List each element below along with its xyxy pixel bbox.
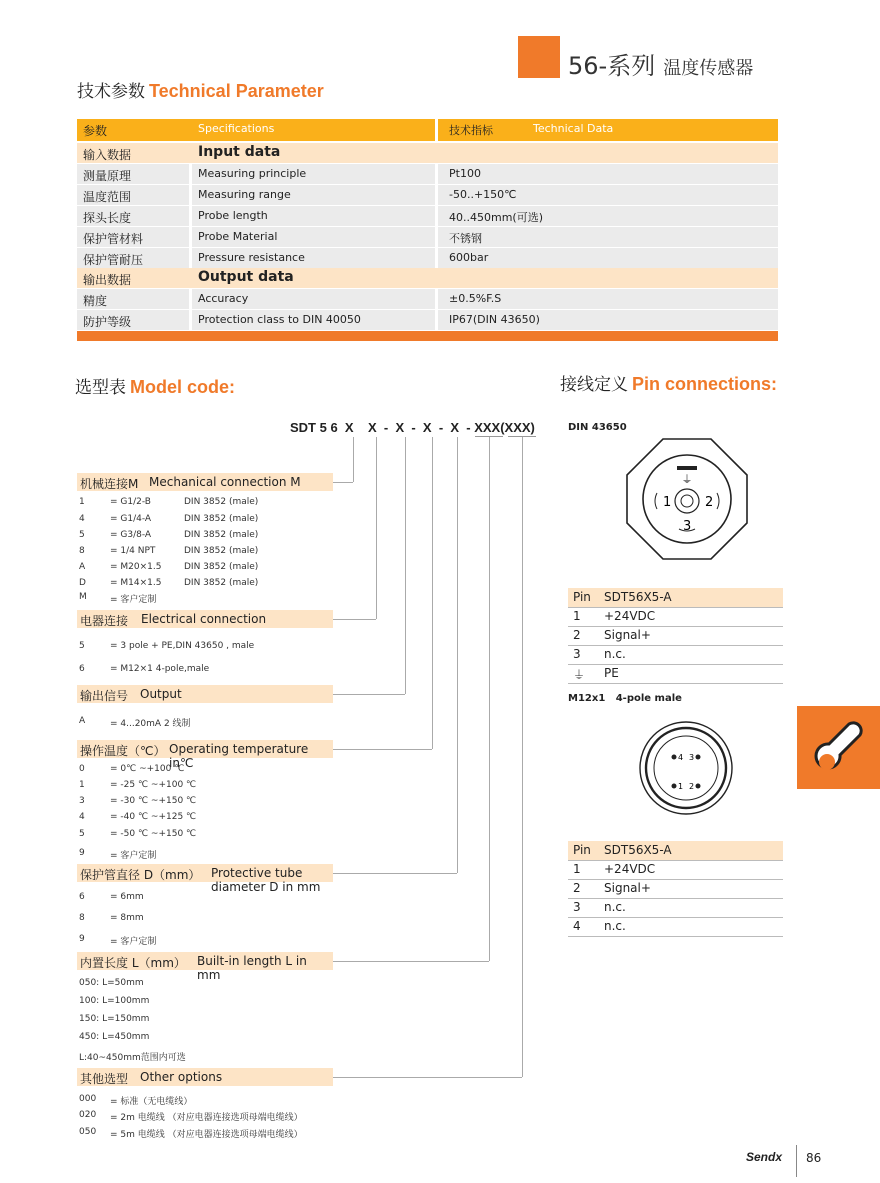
option-code: 1 [79, 497, 85, 507]
m12-pin-4-label: 4 [678, 753, 684, 762]
pin-table-row [568, 898, 783, 918]
option-value: = 2m 电缆线 （对应电器连接选项母端电缆线） [110, 1113, 303, 1123]
table-row [77, 227, 778, 247]
param-en: Probe length [198, 209, 268, 222]
pin-table-row [568, 917, 783, 937]
pin-section-title [560, 370, 777, 395]
series-color-block [518, 36, 560, 78]
option-value: = 8mm [110, 913, 144, 923]
option-standard: DIN 3852 (male) [184, 562, 259, 572]
pin-number: 3 [573, 647, 581, 661]
output-data-cn: 输出数据 [83, 273, 132, 287]
option-standard: DIN 3852 (male) [184, 530, 259, 540]
row-bg [77, 164, 778, 184]
header-specifications: Specifications [198, 122, 275, 135]
row-bg [77, 289, 778, 309]
param-value: Pt100 [449, 167, 481, 180]
row-bg [77, 248, 778, 268]
option-value: = M14×1.5 [110, 578, 162, 588]
option-group-header [77, 952, 333, 982]
option-code: 020 [79, 1110, 97, 1120]
tech-section-title [77, 77, 324, 102]
pin-number: 3 [573, 900, 581, 914]
option-value: = M20×1.5 [110, 562, 162, 572]
cell-separator [189, 289, 192, 309]
table-row [77, 164, 778, 184]
cell-separator [435, 185, 438, 205]
footer-divider [796, 1145, 797, 1177]
option-value: = 3 pole + PE,DIN 43650 , male [110, 641, 255, 651]
connector-line-horizontal [333, 694, 405, 695]
param-cn: 测量原理 [83, 169, 132, 183]
input-data-en: Input data [198, 144, 281, 160]
option-code: 150: L=150mm [79, 1014, 150, 1024]
group-title-en: Protective tube diameter D in mm [211, 866, 321, 894]
option-code: L:40~450mm范围内可选 [79, 1053, 186, 1063]
pin-signal: n.c. [604, 919, 626, 933]
param-cn: 保护管耐压 [83, 253, 144, 267]
group-title-cn: 电器连接 [80, 614, 129, 628]
pin-number: 1 [573, 609, 581, 623]
m12-pin-1-label: 1 [678, 782, 684, 791]
connector-line-vertical [432, 437, 433, 749]
din-pin-1-label: 1 [663, 495, 672, 510]
pin-signal: n.c. [604, 900, 626, 914]
table-row [77, 206, 778, 226]
code-underline [475, 436, 503, 437]
pin-signal: +24VDC [604, 609, 656, 623]
pin-title-cn: 接线定义 [560, 375, 628, 395]
option-group-header [77, 473, 333, 491]
pin-table-row [568, 645, 783, 665]
cell-separator [435, 206, 438, 226]
option-code: 4 [79, 514, 85, 524]
cell-separator [189, 310, 192, 330]
option-value: = -40 ℃ ~+125 ℃ [110, 812, 197, 822]
thermometer-icon [797, 706, 880, 789]
group-title-en: Output [140, 687, 182, 701]
header-tech-index: 技术指标 [449, 124, 493, 137]
group-title-cn: 机械连接M [80, 477, 139, 491]
option-code: A [79, 562, 86, 572]
option-code: 9 [79, 934, 85, 944]
option-code: 6 [79, 664, 85, 674]
table-row [77, 185, 778, 205]
option-standard: DIN 3852 (male) [184, 578, 259, 588]
group-title-cn: 输出信号 [80, 689, 129, 703]
m12-label: M12x1 4-pole male [568, 693, 682, 704]
option-code: 050: L=50mm [79, 978, 144, 988]
pin-signal: Signal+ [604, 628, 651, 642]
option-value: = 1/4 NPT [110, 546, 156, 556]
din-pin-2-label: 2 [705, 495, 714, 510]
option-value: = 客户定制 [110, 595, 157, 605]
cell-separator [189, 206, 192, 226]
model-title-en: Model code: [130, 377, 236, 397]
cell-separator [435, 310, 438, 330]
header-technical-data: Technical Data [533, 122, 614, 135]
table-bottom-bar [77, 331, 778, 341]
svg-text:⏚: ⏚ [681, 473, 693, 486]
option-code: 0 [79, 764, 85, 774]
param-en: Probe Material [198, 230, 278, 243]
m12-pin-2-label: 2 [689, 782, 695, 791]
option-code: M [79, 592, 87, 602]
pin-col-header: Pin [573, 590, 591, 604]
group-title-en: Built-in length L in mm [197, 954, 307, 982]
series-number: 56-系列 [568, 52, 656, 80]
connector-line-vertical [457, 437, 458, 873]
m12-connector-diagram [638, 720, 734, 816]
param-cn: 防护等级 [83, 315, 132, 329]
option-code: 000 [79, 1094, 97, 1104]
option-value: = 标准（无电缆线） [110, 1097, 193, 1107]
row-bg [77, 227, 778, 247]
signal-col-header: SDT56X5-A [604, 590, 672, 604]
option-value: = G1/4-A [110, 514, 152, 524]
option-value: = G1/2-B [110, 497, 151, 507]
pin-col-header: Pin [573, 843, 591, 857]
din-label: DIN 43650 [568, 422, 627, 433]
group-title-cn: 保护管直径 D（mm） [80, 868, 201, 882]
param-en: Measuring range [198, 188, 291, 201]
group-title-en: Operating temperature in℃ [169, 742, 309, 770]
option-value: = 5m 电缆线 （对应电器连接选项母端电缆线） [110, 1130, 303, 1140]
cell-separator [189, 164, 192, 184]
output-data-en: Output data [198, 269, 294, 285]
connector-line-horizontal [333, 749, 432, 750]
option-standard: DIN 3852 (male) [184, 546, 259, 556]
param-cn: 探头长度 [83, 211, 132, 225]
option-code: 6 [79, 892, 85, 902]
cell-separator [189, 185, 192, 205]
option-group-header [77, 610, 333, 628]
pin-table-row [568, 879, 783, 899]
cell-separator [435, 164, 438, 184]
option-standard: DIN 3852 (male) [184, 497, 259, 507]
pin-table-row [568, 664, 783, 684]
option-group-header [77, 864, 333, 894]
pin-table-row [568, 626, 783, 646]
group-title-cn: 内置长度 L（mm） [80, 956, 186, 970]
tech-title-en: Technical Parameter [149, 81, 324, 101]
pin-number: 2 [573, 628, 581, 642]
param-value: 40..450mm(可选) [449, 211, 543, 224]
din-pin-3-label: 3 [683, 519, 692, 534]
option-code: 5 [79, 641, 85, 651]
cell-separator [435, 248, 438, 268]
cell-separator [189, 248, 192, 268]
brand-logo: Sendx [746, 1150, 783, 1164]
option-value: = 客户定制 [110, 851, 157, 861]
pin-signal: PE [604, 666, 619, 680]
group-title-en: Electrical connection [141, 612, 267, 626]
tech-title-cn: 技术参数 [77, 82, 145, 102]
option-group-header [77, 685, 333, 703]
pin-table-row [568, 607, 783, 627]
pin-signal: +24VDC [604, 862, 656, 876]
group-title-cn: 操作温度（℃） [80, 744, 166, 758]
cell-separator [189, 227, 192, 247]
option-value: = G3/8-A [110, 530, 152, 540]
option-value: = M12×1 4-pole,male [110, 664, 210, 674]
option-value: = 6mm [110, 892, 144, 902]
option-group-header [77, 1068, 333, 1086]
option-value: = 客户定制 [110, 937, 157, 947]
pin-number: 1 [573, 862, 581, 876]
option-code: 450: L=450mm [79, 1032, 150, 1042]
m12-pin-3-label: 3 [689, 753, 695, 762]
option-value: = -50 ℃ ~+150 ℃ [110, 829, 197, 839]
connector-line-vertical [489, 437, 490, 961]
option-code: 8 [79, 913, 85, 923]
connector-line-vertical [376, 437, 377, 619]
row-bg [77, 206, 778, 226]
connector-line-vertical [353, 437, 354, 482]
group-title-en: Other options [140, 1070, 223, 1084]
option-code: 5 [79, 530, 85, 540]
din-connector-diagram [625, 437, 749, 561]
series-subtitle: 温度传感器 [663, 58, 754, 79]
option-code: 5 [79, 829, 85, 839]
option-value: = 0℃ ~+100 ℃ [110, 764, 185, 774]
option-code: 3 [79, 796, 85, 806]
option-code: 1 [79, 780, 85, 790]
model-title-cn: 选型表 [75, 378, 126, 398]
table-row [77, 289, 778, 309]
connector-line-vertical [522, 437, 523, 1077]
param-en: Protection class to DIN 40050 [198, 313, 361, 326]
model-code-string: SDT 5 6 X X - X - X - X - XXX(XXX) [290, 420, 535, 435]
input-data-row [77, 143, 778, 163]
param-value: IP67(DIN 43650) [449, 313, 540, 326]
option-code: 4 [79, 812, 85, 822]
connector-line-horizontal [333, 482, 353, 483]
option-value: = -30 ℃ ~+150 ℃ [110, 796, 197, 806]
signal-col-header: SDT56X5-A [604, 843, 672, 857]
param-value: 600bar [449, 251, 489, 264]
param-en: Measuring principle [198, 167, 307, 180]
option-value: = -25 ℃ ~+100 ℃ [110, 780, 197, 790]
param-cn: 温度范围 [83, 190, 132, 204]
pin-table-header [568, 588, 783, 608]
group-title-cn: 其他选型 [80, 1072, 129, 1086]
pin-table-row [568, 860, 783, 880]
option-code: 050 [79, 1127, 97, 1137]
option-code: 9 [79, 848, 85, 858]
param-en: Accuracy [198, 292, 249, 305]
connector-line-horizontal [333, 873, 457, 874]
param-cn: 精度 [83, 294, 108, 308]
param-en: Pressure resistance [198, 251, 305, 264]
pin-signal: Signal+ [604, 881, 651, 895]
connector-line-vertical [405, 437, 406, 694]
connector-line-horizontal [333, 1077, 522, 1078]
pin-table-header [568, 841, 783, 861]
table-header-row [77, 119, 778, 141]
option-code: A [79, 716, 86, 726]
table-row [77, 310, 778, 330]
row-bg [77, 310, 778, 330]
option-code: D [79, 578, 86, 588]
connector-line-horizontal [333, 961, 489, 962]
pin-number: 2 [573, 881, 581, 895]
table-row [77, 248, 778, 268]
row-bg [77, 185, 778, 205]
group-title-en: Mechanical connection M [149, 475, 301, 489]
cell-separator [435, 289, 438, 309]
pin-number: 4 [573, 919, 581, 933]
pin-number: ⏚ [573, 668, 586, 682]
option-standard: DIN 3852 (male) [184, 514, 259, 524]
param-value: ±0.5%F.S [449, 292, 502, 305]
param-cn: 保护管材料 [83, 232, 144, 246]
input-data-cn: 输入数据 [83, 148, 132, 162]
output-data-row [77, 268, 778, 288]
series-title [568, 46, 753, 81]
option-code: 8 [79, 546, 85, 556]
param-value: -50..+150℃ [449, 188, 517, 201]
option-code: 100: L=100mm [79, 996, 150, 1006]
option-value: = 4...20mA 2 线制 [110, 719, 191, 729]
code-underline [508, 436, 536, 437]
header-param: 参数 [83, 124, 108, 138]
page-number: 86 [806, 1151, 822, 1165]
pin-signal: n.c. [604, 647, 626, 661]
connector-line-horizontal [333, 619, 376, 620]
param-value: 不锈钢 [449, 232, 482, 245]
cell-separator [435, 227, 438, 247]
model-section-title [75, 373, 235, 398]
pin-title-en: Pin connections: [632, 374, 778, 394]
